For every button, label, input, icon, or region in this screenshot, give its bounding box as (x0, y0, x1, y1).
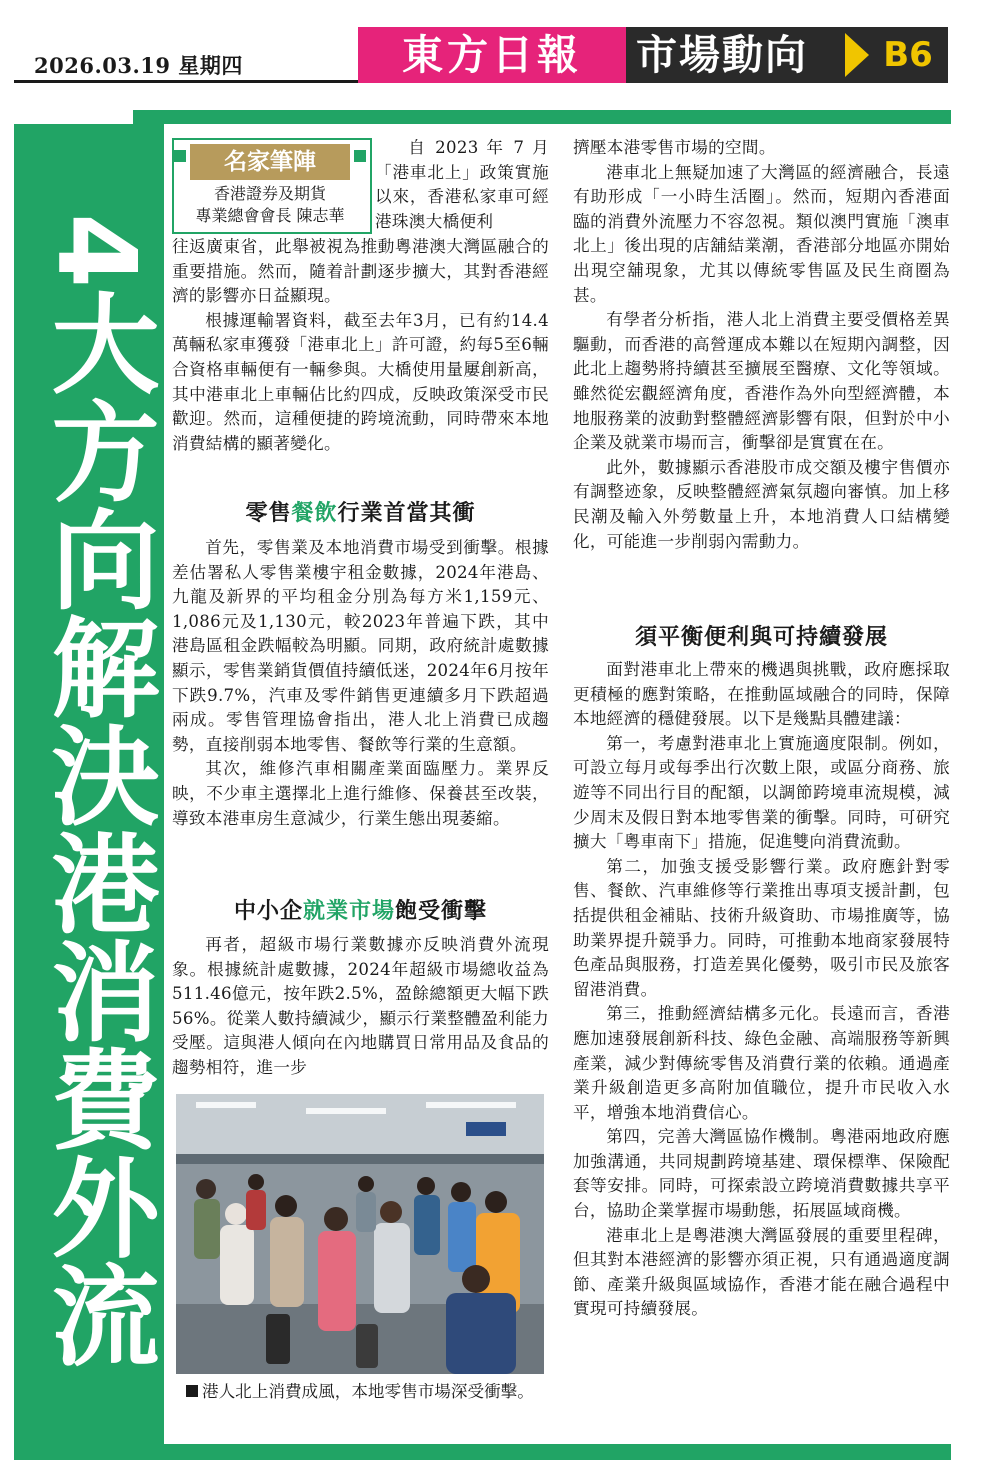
subheading-sme (172, 894, 549, 925)
photo-caption (186, 1380, 546, 1404)
lead-paragraph (375, 136, 549, 234)
subheading-highlight: 就業市場 (302, 899, 395, 924)
caption-bullet-icon (186, 1385, 198, 1397)
paragraph: 面對港車北上帶來的機遇與挑戰，政府應採取更積極的應對策略，在推動區域融合的同時，保障本地經濟的穩健發展。以下是幾點具體建議： (573, 660, 950, 729)
section-title: 市場動向 (636, 31, 808, 79)
caption-text: 港人北上消費成風，本地零售市場深受衝擊。 (202, 1382, 534, 1401)
column-1-bottom (172, 933, 549, 1081)
column-1-middle (172, 536, 549, 831)
paragraph: 首先，零售業及本地消費市場受到衝擊。根據差估署私人零售業樓宇租金數據，2024年港島、九龍及新界的平均租金分別為每方米1,159元、1,086元及1,130元，較2023年普遍下跌，其中港島區租金跌幅較為明顯。同期，政府統計處數據顯示，零售業銷貨價值持續低迷，2024年6月按年下跌9.7%，汽車及零件銷售更連續多月下跌超過兩成。零售管理協會指出，港人北上消費已成趨勢，直接削弱本地零售、餐飲等行業的生意額。 (172, 538, 549, 754)
frame-bottom-bar (14, 1444, 951, 1460)
column-tag: 名家筆陣 (190, 144, 350, 180)
paragraph: 第二，加強支援受影響行業。政府應針對零售、餐飲、汽車維修等行業推出專項支援計劃，包括提供租金補貼、技術升級資助、市場推廣等，協助業界提升競爭力。同時，可推動本地商家發展特色產品與服務，打造差異化優勢，吸引市民及旅客留港消費。 (573, 856, 950, 999)
paragraph: 擠壓本港零售市場的空間。 (573, 138, 776, 157)
paragraph: 第一，考慮對港車北上實施適度限制。例如，可設立每月或每季出行次數上限，或區分商務、旅遊等不同出行目的配額，以調節跨境車流規模，減少周末及假日對本地零售業的衝擊。同時，可研究擴大「粵車南下」措施，促進雙向消費流動。 (573, 733, 950, 852)
newspaper-name: 東方日報 (402, 31, 582, 79)
crowd-photo-image (176, 1094, 544, 1374)
column-2-bottom (573, 658, 950, 1322)
chevron-right-icon (845, 33, 869, 77)
subheading-highlight: 餐飲 (291, 501, 338, 526)
paragraph: 此外，數據顯示香港股市成交額及樓宇售價亦有調整迹象，反映整體經濟氣氛趨向審慎。加上移民潮及輸入外勞數量上升，本地消費人口結構變化，可能進一步削弱內需動力。 (573, 457, 950, 551)
byline-ornament (354, 150, 366, 162)
subheading-part: 行業首當其衝 (337, 501, 476, 526)
paragraph: 港車北上無疑加速了大灣區的經濟融合，長遠有助形成「一小時生活圈」。然而，短期內香港面臨的消費外流壓力不容忽視。類似澳門實施「澳車北上」後出現的店舖結業潮，香港部分地區亦開始出現空舖現象，尤其以傳統零售區及民生商圈為甚。 (573, 162, 950, 305)
lead-text: 自 2023 年 7 月「港車北上」政策實施以來，香港私家車可經港珠澳大橋便利 (375, 138, 549, 231)
paragraph: 再者，超級市場行業數據亦反映消費外流現象。根據統計處數據，2024年超級市場總收益為511.46億元，按年跌2.5%，盈餘總額更大幅下跌56%。從業人數持續減少，顯示行業整體盈利能力受壓。這與港人傾向在內地購買日常用品及食品的趨勢相符，進一步 (172, 935, 549, 1077)
issue-date: 2026.03.19 星期四 (34, 53, 243, 78)
date-rule (14, 80, 359, 83)
frame-top-bar (133, 110, 951, 124)
subheading-retail (172, 496, 549, 527)
subheading-part: 飽受衝擊 (395, 899, 488, 924)
paragraph: 第四，完善大灣區協作機制。粵港兩地政府應加強溝通，共同規劃跨境基建、環保標準、保險配套等安排。同時，可探索設立跨境消費數據共享平台，協助企業掌握市場動態，拓展區域商機。 (573, 1127, 950, 1221)
byline-ornament (174, 150, 186, 162)
article-headline: 4大方向解決港消費外流 (33, 213, 158, 1369)
paragraph: 往返廣東省，此舉被視為推動粵港澳大灣區融合的重要措施。然而，隨着計劃逐步擴大，其對香港經濟的影響亦日益顯現。 (172, 237, 549, 306)
subheading-part: 中小企 (233, 899, 303, 924)
paragraph: 根據運輸署資料，截至去年3月，已有約14.4萬輛私家車獲發「港車北上」許可證，約每5至6輛合資格車輛便有一輛參與。大橋使用量屢創新高，其中港車北上車輛佔比約四成，反映政策深受市民歡迎。然而，這種便捷的跨境流動，同時帶來本地消費結構的顯著變化。 (172, 310, 549, 453)
author-name: 專業總會會長 陳志華 (195, 206, 345, 225)
subheading-balance: 須平衡便利與可持續發展 (634, 625, 888, 650)
subheading-part: 零售 (245, 501, 292, 526)
column-2-top (573, 136, 950, 554)
news-photo (176, 1094, 544, 1374)
page-number: B6 (883, 35, 933, 75)
paragraph: 第三，推動經濟結構多元化。長遠而言，香港應加速發展創新科技、綠色金融、高端服務等新興產業，減少對傳統零售及消費行業的依賴。通過產業升級創造更多高附加值職位，提升市民收入水平，增強本地消費信心。 (573, 1004, 950, 1122)
author-title: 香港證券及期貨 (213, 184, 326, 203)
column-1-top (172, 235, 549, 456)
paragraph: 港車北上是粵港澳大灣區發展的重要里程碑，但其對本港經濟的影響亦須正視，只有通過適度調節、產業升級與區域協作，香港才能在融合過程中實現可持續發展。 (573, 1225, 950, 1319)
paragraph: 其次，維修汽車相關產業面臨壓力。業界反映，不少車主選擇北上進行維修、保養甚至改裝，導致本港車房生意減少，行業生態出現萎縮。 (172, 759, 549, 828)
paragraph: 有學者分析指，港人北上消費主要受價格差異驅動，而香港的高營運成本難以在短期內調整，因此北上趨勢將持續甚至擴展至醫療、文化等領域。雖然從宏觀經濟角度，香港作為外向型經濟體，本地服務業的波動對整體經濟影響有限，但對於中小企業及就業市場而言，衝擊卻是實實在在。 (573, 310, 950, 453)
